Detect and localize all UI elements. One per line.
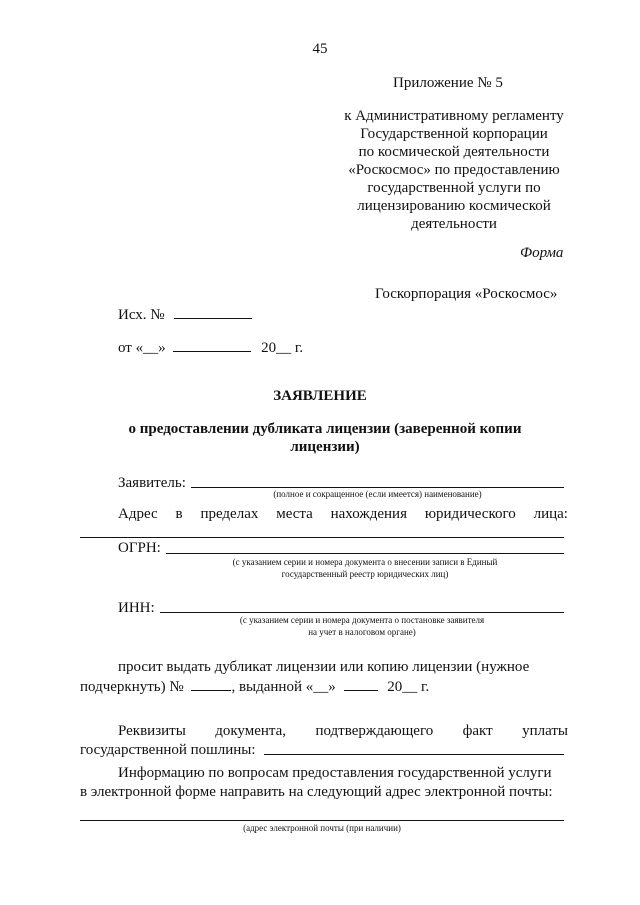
fee-word: факт (462, 723, 493, 739)
fee-label: государственной пошлины: (80, 742, 256, 758)
fee-word: уплаты (522, 723, 568, 739)
fee-word: Реквизиты (118, 723, 186, 739)
subtitle-line: о предоставлении дубликата лицензии (заверенной копии (128, 421, 522, 437)
outgoing-number-label: Исх. № (118, 307, 165, 323)
address-word: нахождения (330, 506, 407, 522)
address-word: места (276, 506, 313, 522)
outgoing-number-field[interactable] (174, 317, 252, 319)
inn-hint (160, 614, 564, 638)
fee-row (118, 722, 568, 740)
outgoing-date-year: 20__ г. (261, 340, 304, 356)
address-word: лица: (533, 506, 568, 522)
document-title: ЗАЯВЛЕНИЕ (273, 388, 367, 404)
ogrn-field[interactable] (166, 553, 564, 554)
regulation-block (330, 107, 578, 233)
request-number-label: подчеркнуть) № (80, 679, 184, 695)
page-number: 45 (312, 41, 328, 57)
request-issued-label: , выданной «__» (231, 679, 336, 695)
email-field[interactable] (80, 820, 564, 821)
inn-label: ИНН: (118, 600, 155, 616)
email-line2: в электронной форме направить на следующий адрес электронной почты: (80, 784, 553, 800)
email-hint: (адрес электронной почты (при наличии) (243, 823, 401, 833)
ogrn-hint-line: государственный реестр юридических лиц) (281, 569, 449, 579)
regulation-line: «Роскосмос» по предоставлению (348, 162, 560, 178)
address-row (118, 505, 568, 523)
issued-month-field[interactable] (344, 689, 378, 691)
regulation-line: по космической деятельности (358, 144, 550, 160)
ogrn-hint-line: (с указанием серии и номера документа о внесении записи в Единый (232, 557, 498, 567)
regulation-line: лицензированию космической (357, 198, 551, 214)
applicant-label: Заявитель: (118, 475, 186, 491)
fee-word: подтверждающего (315, 723, 434, 739)
request-year: 20__ г. (387, 679, 430, 695)
address-word: юридического (424, 506, 516, 522)
document-subtitle (80, 420, 570, 456)
regulation-line: Государственной корпорации (360, 126, 548, 142)
regulation-line: к Административному регламенту (344, 108, 564, 124)
address-word: Адрес (118, 506, 158, 522)
request-line2 (80, 678, 429, 696)
email-line1: Информацию по вопросам предоставления государственной услуги (118, 765, 552, 781)
applicant-hint: (полное и сокращенное (если имеется) наименование) (273, 489, 482, 499)
ogrn-hint (166, 556, 564, 580)
regulation-line: деятельности (411, 216, 497, 232)
inn-hint-line: на учет в налоговом органе) (308, 627, 416, 637)
form-label: Форма (520, 245, 564, 261)
address-word: пределах (200, 506, 259, 522)
inn-hint-line: (с указанием серии и номера документа о постановке заявителя (239, 615, 485, 625)
outgoing-date-row (118, 339, 303, 357)
fee-field[interactable] (264, 754, 564, 755)
appendix-label: Приложение № 5 (393, 75, 503, 91)
address-field[interactable] (80, 537, 564, 538)
fee-word: документа, (215, 723, 287, 739)
license-number-field[interactable] (191, 689, 231, 691)
outgoing-date-from: от «__» (118, 340, 166, 356)
request-line1: просит выдать дубликат лицензии или копию лицензии (нужное (118, 659, 530, 675)
addressee: Госкорпорация «Роскосмос» (375, 286, 558, 302)
address-word: в (175, 506, 183, 522)
regulation-line: государственной услуги по (367, 180, 541, 196)
ogrn-label: ОГРН: (118, 540, 161, 556)
subtitle-line: лицензии) (290, 439, 360, 455)
inn-field[interactable] (160, 612, 564, 613)
outgoing-date-month-field[interactable] (173, 350, 251, 352)
outgoing-number-row (118, 306, 252, 324)
